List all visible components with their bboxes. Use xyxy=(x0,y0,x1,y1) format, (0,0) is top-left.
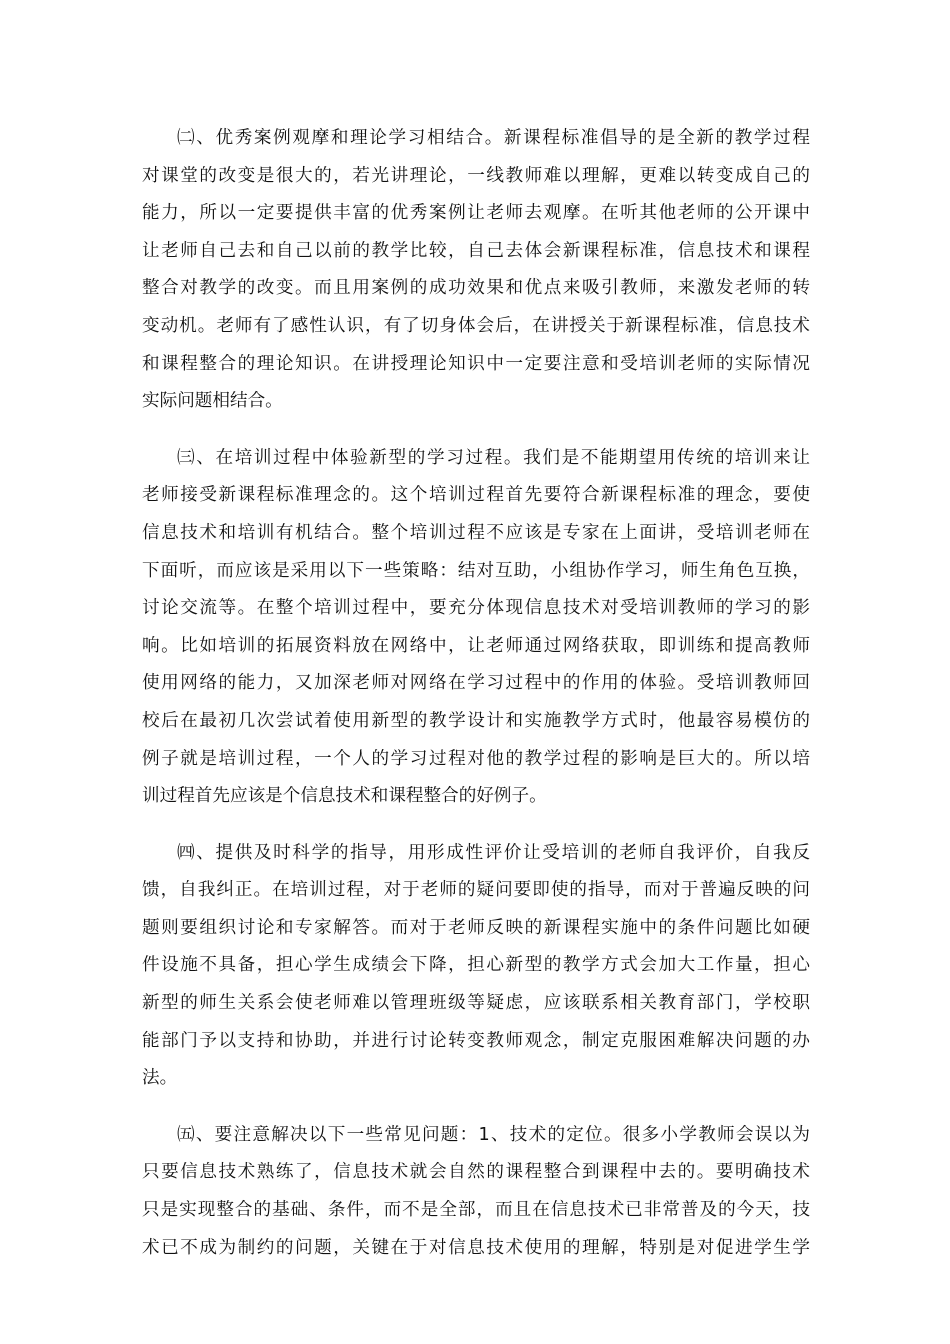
text-line: 件设施不具备，担心学生成绩会下降，担心新型的教学方式会加大工作量，担心 xyxy=(142,955,810,976)
text-line: 下面听，而应该是采用以下一些策略：结对互助，小组协作学习，师生角色互换， xyxy=(142,560,810,581)
text-line: 只要信息技术熟练了，信息技术就会自然的课程整合到课程中去的。要明确技术 xyxy=(142,1162,810,1183)
text-line: 变动机。老师有了感性认识，有了切身体会后，在讲授关于新课程标准，信息技术 xyxy=(142,315,810,336)
text-line: ㈣、提供及时科学的指导，用形成性评价让受培训的老师自我评价，自我反 xyxy=(177,842,810,863)
text-line: 使用网络的能力，又加深老师对网络在学习过程中的作用的体验。受培训教师回 xyxy=(142,673,810,694)
document-body xyxy=(142,120,810,1286)
text-line: ㈢、在培训过程中体验新型的学习过程。我们是不能期望用传统的培训来让 xyxy=(177,447,810,468)
text-line: 新型的师生关系会使老师难以管理班级等疑虑，应该联系相关教育部门，学校职 xyxy=(142,993,810,1014)
text-line: 馈，自我纠正。在培训过程，对于老师的疑问要即使的指导，而对于普遍反映的问 xyxy=(142,880,810,901)
text-line: ㈤、要注意解决以下一些常见问题：1、技术的定位。很多小学教师会误以为 xyxy=(177,1124,810,1145)
text-line: 术已不成为制约的问题，关键在于对信息技术使用的理解，特别是对促进学生学 xyxy=(142,1237,810,1258)
text-line: 能部门予以支持和协助，并进行讨论转变教师观念，制定克服困难解决问题的办 xyxy=(142,1030,810,1051)
paragraph xyxy=(142,440,810,816)
text-line: 能力，所以一定要提供丰富的优秀案例让老师去观摩。在听其他老师的公开课中 xyxy=(142,203,810,224)
text-line: 讨论交流等。在整个培训过程中，要充分体现信息技术对受培训教师的学习的影 xyxy=(142,598,810,619)
text-line: 让老师自己去和自己以前的教学比较，自己去体会新课程标准，信息技术和课程 xyxy=(142,240,810,261)
paragraph xyxy=(142,1117,810,1267)
text-line: 响。比如培训的拓展资料放在网络中，让老师通过网络获取，即训练和提高教师 xyxy=(142,635,810,656)
text-line: 和课程整合的理论知识。在讲授理论知识中一定要注意和受培训老师的实际情况 xyxy=(142,353,810,374)
text-line: 训过程首先应该是个信息技术和课程整合的好例子。 xyxy=(142,786,547,807)
text-line: 老师接受新课程标准理念的。这个培训过程首先要符合新课程标准的理念，要使 xyxy=(142,485,810,506)
text-line: 校后在最初几次尝试着使用新型的教学设计和实施教学方式时，他最容易模仿的 xyxy=(142,710,810,731)
paragraph xyxy=(142,120,810,421)
text-line: ㈡、优秀案例观摩和理论学习相结合。新课程标准倡导的是全新的教学过程 xyxy=(177,128,810,148)
text-line: 对课堂的改变是很大的，若光讲理论，一线教师难以理解，更难以转变成自己的 xyxy=(142,165,810,186)
text-line: 题则要组织讨论和专家解答。而对于老师反映的新课程实施中的条件问题比如硬 xyxy=(142,917,810,938)
text-line: 整合对教学的改变。而且用案例的成功效果和优点来吸引教师，来激发老师的转 xyxy=(142,278,810,299)
text-line: 实际问题相结合。 xyxy=(142,391,283,412)
text-line: 例子就是培训过程，一个人的学习过程对他的教学过程的影响是巨大的。所以培 xyxy=(142,748,810,769)
text-line: 法。 xyxy=(142,1068,178,1089)
paragraph xyxy=(142,835,810,1098)
text-line: 信息技术和培训有机结合。整个培训过程不应该是专家在上面讲，受培训老师在 xyxy=(142,522,810,543)
text-line: 只是实现整合的基础、条件，而不是全部，而且在信息技术已非常普及的今天，技 xyxy=(142,1200,810,1221)
